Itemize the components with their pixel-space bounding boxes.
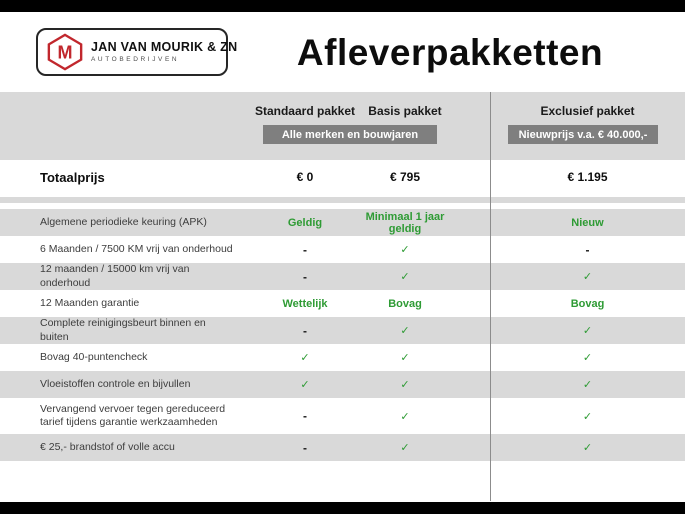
cell-standaard: ✓: [300, 379, 310, 391]
cell-basis: ✓: [400, 410, 410, 423]
company-name: JAN VAN MOURIK & ZN: [91, 40, 238, 55]
row-label: € 25,- brandstof of volle accu: [40, 440, 175, 453]
table-row: [0, 317, 685, 344]
cell-exclusief: ✓: [582, 410, 593, 423]
row-label: Bovag 40-puntencheck: [40, 350, 148, 363]
cell-standaard: Geldig: [287, 216, 323, 229]
row-label: Algemene periodieke keuring (APK): [40, 215, 207, 228]
table-row: [0, 209, 685, 236]
cell-basis: ✓: [400, 379, 410, 391]
feature-table: [0, 209, 685, 461]
column-divider: [490, 92, 491, 501]
total-price-row: [0, 160, 685, 194]
cell-standaard: Wettelijk: [282, 297, 328, 310]
badge-alle-merken: Alle merken en bouwjaren: [263, 125, 437, 144]
cell-exclusief: Bovag: [570, 297, 605, 310]
row-label: Complete reinigingsbeurt binnen en buiten: [40, 317, 206, 343]
cell-standaard: -: [303, 440, 307, 455]
cell-exclusief: ✓: [582, 352, 593, 364]
column-header-exclusief: Exclusief pakket: [540, 104, 635, 118]
column-header-basis: Basis pakket: [368, 104, 442, 118]
row-label: 12 Maanden garantie: [40, 296, 140, 309]
table-row: [0, 434, 685, 461]
cell-standaard: -: [303, 409, 307, 423]
cell-exclusief: ✓: [582, 379, 593, 391]
table-row: [0, 398, 685, 434]
row-label: 6 Maanden / 7500 KM vrij van onderhoud: [40, 242, 233, 255]
bottom-black-bar: [0, 502, 685, 514]
cell-basis: ✓: [400, 271, 410, 283]
cell-standaard: -: [303, 242, 307, 257]
column-header-standaard: Standaard pakket: [254, 104, 356, 118]
cell-basis: Minimaal 1 jaar geldig: [365, 210, 445, 235]
row-label: Vervangend vervoer tegen gereduceerd tarief tijdens garantie werkzaamheden: [40, 402, 226, 428]
total-price-label: Totaalprijs: [40, 169, 105, 185]
cell-exclusief: -: [585, 242, 590, 257]
column-header-band: [0, 92, 685, 160]
cell-basis: ✓: [400, 442, 410, 454]
table-row: [0, 290, 685, 317]
logo-monogram-icon: [46, 33, 84, 71]
badge-nieuwprijs: Nieuwprijs v.a. € 40.000,-: [508, 125, 658, 144]
cell-basis: ✓: [400, 325, 410, 337]
total-price-standaard: € 0: [296, 170, 314, 184]
top-black-bar: [0, 0, 685, 12]
cell-exclusief: Nieuw: [571, 216, 604, 229]
table-row: [0, 236, 685, 263]
table-row: [0, 371, 685, 398]
cell-standaard: -: [303, 269, 307, 284]
table-row: [0, 263, 685, 290]
cell-standaard: ✓: [300, 352, 310, 364]
cell-exclusief: ✓: [582, 442, 593, 454]
cell-basis: Bovag: [388, 297, 422, 310]
svg-text:M: M: [57, 42, 73, 63]
page-header: [0, 12, 685, 92]
cell-standaard: -: [303, 323, 307, 338]
cell-exclusief: ✓: [582, 271, 593, 283]
page-title: Afleverpakketten: [296, 32, 604, 73]
total-price-exclusief: € 1.195: [567, 170, 608, 184]
row-label: Vloeistoffen controle en bijvullen: [40, 377, 191, 390]
table-row: [0, 344, 685, 371]
total-price-basis: € 795: [389, 170, 421, 184]
cell-exclusief: ✓: [582, 325, 593, 337]
company-logo: [36, 28, 238, 76]
row-label: 12 maanden / 15000 km vrij van onderhoud: [40, 263, 190, 289]
cell-basis: ✓: [400, 244, 410, 256]
cell-basis: ✓: [400, 352, 410, 364]
company-subtitle: AUTOBEDRIJVEN: [91, 56, 180, 64]
